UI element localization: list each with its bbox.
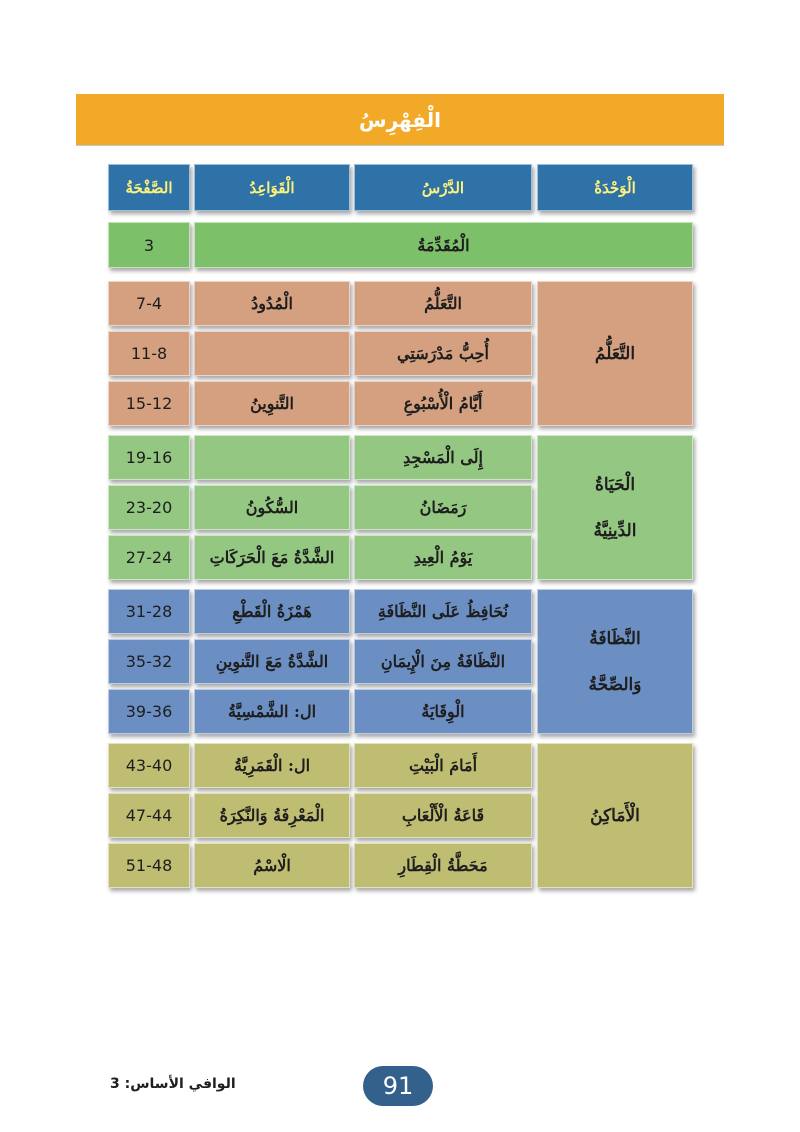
lesson-cell: النَّظَافَةُ مِنَ الْإِيمَانِ <box>354 639 532 684</box>
page-number: 91 <box>363 1066 433 1106</box>
pages-cell: 43-40 <box>108 743 190 788</box>
pages-cell: 35-32 <box>108 639 190 684</box>
intro-page: 3 <box>108 222 190 268</box>
unit-name-line1: التَّعَلُّمُ <box>594 343 636 364</box>
pages-cell: 23-20 <box>108 485 190 530</box>
lesson-cell: مَحَطَّةُ الْقِطَارِ <box>354 843 532 888</box>
intro-label: الْمُقَدِّمَةُ <box>194 222 693 268</box>
pages-cell: 39-36 <box>108 689 190 734</box>
pages-cell: 11-8 <box>108 331 190 376</box>
lesson-cell: قَاعَةُ الْأَلْعَابِ <box>354 793 532 838</box>
lesson-cell: أَمَامَ الْبَيْتِ <box>354 743 532 788</box>
pages-cell: 51-48 <box>108 843 190 888</box>
pages-cell: 19-16 <box>108 435 190 480</box>
pages-cell: 15-12 <box>108 381 190 426</box>
unit-cell <box>537 435 693 580</box>
grammar-cell: ال: الشَّمْسِيَّةُ <box>194 689 350 734</box>
grammar-cell: الْمَعْرِفَةُ وَالنَّكِرَةُ <box>194 793 350 838</box>
lesson-cell: الْوِقَايَةُ <box>354 689 532 734</box>
grammar-cell: السُّكُونُ <box>194 485 350 530</box>
lesson-cell: إِلَى الْمَسْجِدِ <box>354 435 532 480</box>
grammar-cell <box>194 435 350 480</box>
lesson-cell: أُحِبُّ مَدْرَسَتِي <box>354 331 532 376</box>
header-page: الصَّفْحَةُ <box>108 164 190 211</box>
unit-name-line1: الْحَيَاةُ <box>594 474 636 495</box>
grammar-cell: ال: الْقَمَرِيَّةُ <box>194 743 350 788</box>
index-title: الْفِهْرِسُ <box>76 94 724 146</box>
grammar-cell: الشَّدَّةُ مَعَ الْحَرَكَاتِ <box>194 535 350 580</box>
header-grammar: الْقَوَاعِدُ <box>194 164 350 211</box>
pages-cell: 7-4 <box>108 281 190 326</box>
unit-cell <box>537 589 693 734</box>
book-title: الوافي الأساس: 3 <box>110 1076 236 1092</box>
pages-cell: 31-28 <box>108 589 190 634</box>
lesson-cell: رَمَضَانُ <box>354 485 532 530</box>
lesson-cell: يَوْمُ الْعِيدِ <box>354 535 532 580</box>
grammar-cell: هَمْزَةُ الْقَطْعِ <box>194 589 350 634</box>
header-unit: الْوَحْدَةُ <box>537 164 693 211</box>
lesson-cell: التَّعَلُّمُ <box>354 281 532 326</box>
pages-cell: 47-44 <box>108 793 190 838</box>
lesson-cell: أَيَّامُ الْأُسْبُوعِ <box>354 381 532 426</box>
unit-name-line2: الدِّينِيَّةُ <box>593 520 637 541</box>
grammar-cell: الشَّدَّةُ مَعَ التَّنوِينِ <box>194 639 350 684</box>
pages-cell: 27-24 <box>108 535 190 580</box>
header-lesson: الدَّرْسُ <box>354 164 532 211</box>
grammar-cell <box>194 331 350 376</box>
unit-name-line1: النَّظَافَةُ <box>589 628 641 649</box>
unit-cell <box>537 743 693 888</box>
grammar-cell: الْاسْمُ <box>194 843 350 888</box>
grammar-cell: الْمُدُودُ <box>194 281 350 326</box>
unit-name-line2: وَالصِّحَّةُ <box>588 674 642 695</box>
grammar-cell: التَّنوِينُ <box>194 381 350 426</box>
unit-cell <box>537 281 693 426</box>
unit-name-line1: الْأَمَاكِنُ <box>590 805 640 826</box>
lesson-cell: نُحَافِظُ عَلَى النَّظَافَةِ <box>354 589 532 634</box>
